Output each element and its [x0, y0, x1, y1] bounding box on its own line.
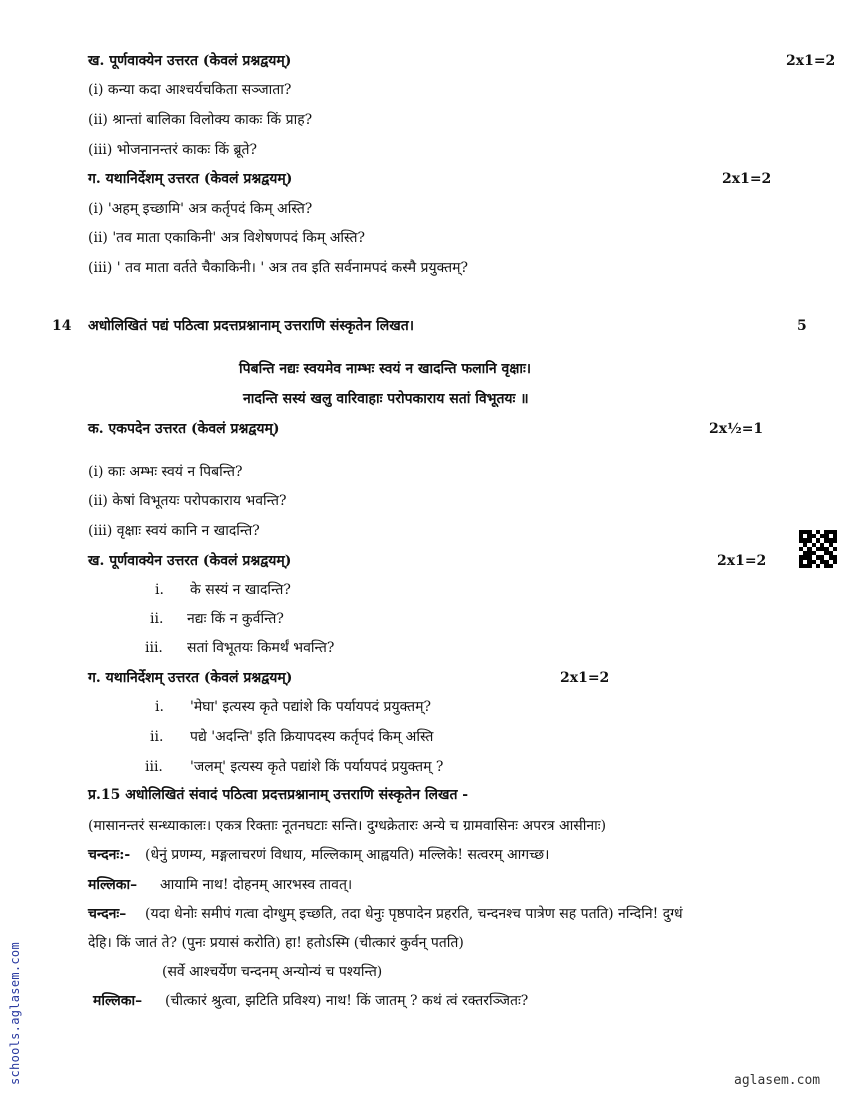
item-number: ii. [150, 729, 164, 745]
question-item: (ii) 'तव माता एकाकिनी' अत्र विशेषणपदं किम् अस्ति? [88, 230, 365, 246]
item-number: iii. [145, 640, 163, 656]
item-number: i. [155, 699, 164, 715]
question-item: (iii) ' तव माता वर्तते चैकाकिनी। ' अत्र तव इति सर्वनामपदं कस्मै प्रयुक्तम्? [88, 260, 469, 276]
question-item: 'मेघा' इत्यस्य कृते पद्यांशे कि पर्यायपदं प्रयुक्तम्? [190, 699, 431, 715]
item-number: ii. [150, 611, 164, 627]
dialogue-continuation: देहि। किं जातं ते? (पुनः प्रयासं करोति) हा! हतोऽस्मि (चीत्कारं कुर्वन् पतति) [88, 935, 464, 951]
question-14-marks: 5 [797, 318, 807, 334]
dialogue-text: (चीत्कारं श्रुत्वा, झटिति प्रविश्य) नाथ! किं जातम् ? कथं त्वं रक्तरञ्जितः? [165, 993, 529, 1009]
question-item: 'जलम्' इत्यस्य कृते पद्यांशे किं पर्यायपदं प्रयुक्तम् ? [190, 759, 444, 775]
dialogue-speaker: मल्लिका– [88, 877, 138, 893]
stage-direction: (सर्वे आश्चर्येण चन्दनम् अन्योन्यं च पश्यन्ति) [162, 964, 383, 980]
section-kha-heading: ख. पूर्णवाक्येन उत्तरत (केवलं प्रश्नद्वयम्) [88, 53, 292, 69]
dialogue-speaker: चन्दनः:- [88, 847, 131, 863]
section-kha-marks: 2x1=2 [717, 553, 767, 569]
question-number: 14 [52, 318, 72, 334]
question-item: के सस्यं न खादन्ति? [190, 582, 291, 598]
question-item: (iii) वृक्षाः स्वयं कानि न खादन्ति? [88, 523, 260, 539]
section-ka-heading: क. एकपदेन उत्तरत (केवलं प्रश्नद्वयम्) [88, 421, 280, 437]
section-kha-heading: ख. पूर्णवाक्येन उत्तरत (केवलं प्रश्नद्वयम्) [88, 553, 292, 569]
question-item: (ii) केषां विभूतयः परोपकाराय भवन्ति? [88, 493, 287, 509]
question-15-instruction: प्र.15 अधोलिखितं संवादं पठित्वा प्रदत्तप्रश्नानाम् उत्तराणि संस्कृतेन लिखत - [88, 787, 469, 803]
question-item: (i) काः अम्भः स्वयं न पिबन्ति? [88, 464, 243, 480]
dialogue-text: (यदा धेनोः समीपं गत्वा दोग्धुम् इच्छति, तदा धेनुः पृष्ठपादेन प्रहरति, चन्दनश्च पात्रेण सह पतति) नन्दिनि! दुग्धं [145, 906, 683, 922]
section-ka-marks: 2x½=1 [709, 421, 764, 437]
question-item: (i) कन्या कदा आश्चर्यचकिता सञ्जाता? [88, 82, 292, 98]
qr-code-icon [799, 530, 837, 568]
item-number: i. [155, 582, 164, 598]
dialogue-speaker: चन्दनः– [88, 906, 127, 922]
question-item: (ii) श्रान्तां बालिका विलोक्य काकः किं प्राह? [88, 112, 313, 128]
section-ga-marks: 2x1=2 [722, 171, 772, 187]
dialogue-speaker: मल्लिका– [93, 993, 143, 1009]
question-14-instruction: अधोलिखितं पद्यं पठित्वा प्रदत्तप्रश्नानाम् उत्तराणि संस्कृतेन लिखत। [88, 318, 415, 334]
section-ga-heading: ग. यथानिर्देशम् उत्तरत (केवलं प्रश्नद्वयम्) [88, 171, 293, 187]
dialogue-setting: (मासानन्तरं सन्ध्याकालः। एकत्र रिक्ताः नूतनघटाः सन्ति। दुग्धक्रेतारः अन्ये च ग्रामवासिनः अपरत्र आसीनाः) [88, 818, 607, 834]
question-item: (i) 'अहम् इच्छामि' अत्र कर्तृपदं किम् अस्ति? [88, 201, 313, 217]
question-item: पद्ये 'अदन्ति' इति क्रियापदस्य कर्तृपदं किम् अस्ति [190, 729, 434, 745]
item-number: iii. [145, 759, 163, 775]
question-item: सतां विभूतयः किमर्थं भवन्ति? [187, 640, 335, 656]
section-kha-marks: 2x1=2 [786, 53, 836, 69]
verse-line-1: पिबन्ति नद्यः स्वयमेव नाम्भः स्वयं न खादन्ति फलानि वृक्षाः। [239, 361, 532, 377]
section-ga-heading: ग. यथानिर्देशम् उत्तरत (केवलं प्रश्नद्वयम्) [88, 670, 293, 686]
question-item: (iii) भोजनानन्तरं काकः किं ब्रूते? [88, 142, 258, 158]
side-watermark: schools.aglasem.com [8, 942, 22, 1085]
dialogue-text: (धेनुं प्रणम्य, मङ्गलाचरणं विधाय, मल्लिकाम् आह्वयति) मल्लिके! सत्वरम् आगच्छ। [145, 847, 550, 863]
footer-watermark: aglasem.com [734, 1073, 821, 1088]
verse-line-2: नादन्ति सस्यं खलु वारिवाहाः परोपकाराय सतां विभूतयः ॥ [243, 391, 529, 407]
question-item: नद्यः किं न कुर्वन्ति? [187, 611, 284, 627]
section-ga-marks: 2x1=2 [560, 670, 610, 686]
dialogue-text: आयामि नाथ! दोहनम् आरभस्व तावत्। [160, 877, 353, 893]
